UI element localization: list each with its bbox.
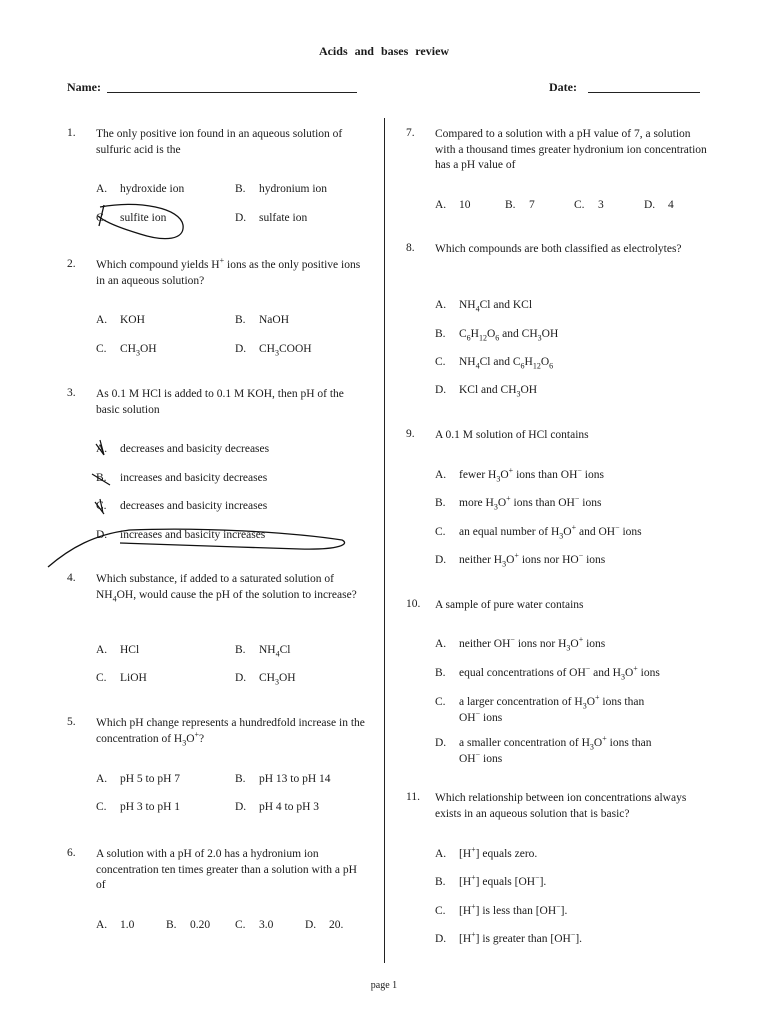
question-number: 3. [67, 387, 76, 399]
question-text: Which relationship between ion concentrations always exists in an aqueous solution that is basic? [435, 792, 687, 820]
option-d[interactable]: D. sulfate ion [235, 212, 308, 224]
question-text: A sample of pure water contains [435, 599, 584, 611]
option-b[interactable]: B. [H+] equals [OH−]. [435, 873, 547, 888]
option-c[interactable]: C. a larger concentration of $H_3O^+$ ions than OH− ions [435, 693, 645, 724]
option-b[interactable]: B. pH 13 to pH 14 [235, 773, 331, 785]
option-c[interactable]: C. $NH_4Cl$ and $C_6H_{12}O_6$ [435, 356, 554, 371]
name-label: Name: [67, 80, 101, 94]
option-b[interactable]: B. equal concentrations of OH− and $H_3O^+$ ions [435, 664, 660, 682]
option-a[interactable]: A. HCl [96, 644, 140, 656]
option-b[interactable]: B. $C_6H_{12}O_6$ and $CH_3OH$ [435, 328, 559, 343]
date-label: Date: [549, 80, 577, 94]
question-number: 7. [406, 127, 415, 139]
option-c[interactable]: C. pH 3 to pH 1 [96, 801, 181, 813]
question-text: Which compound yields H+ ions as the only positive ions in an aqueous solution? [96, 256, 361, 287]
option-d[interactable]: D. increases and basicity increases [96, 529, 266, 541]
option-a[interactable]: A. $NH_4Cl$ and KCl [435, 299, 533, 314]
option-d[interactable]: D. $CH_3OH$ [235, 672, 296, 687]
question-text: A 0.1 M solution of HCl contains [435, 429, 589, 441]
option-c[interactable]: C. an equal number of $H_3O^+$ and OH− ions [435, 523, 642, 541]
page-number: page 1 [370, 980, 398, 991]
column-divider [384, 118, 385, 963]
option-a[interactable]: A. 1.0 [96, 919, 135, 931]
option-a[interactable]: A. hydroxide ion [96, 183, 185, 195]
question-text: Which compounds are both classified as electrolytes? [435, 243, 682, 255]
option-b[interactable]: B. $NH_4Cl$ [235, 644, 291, 659]
question-text: As 0.1 M HCl is added to 0.1 M KOH, then pH of the basic solution [96, 388, 344, 416]
option-c[interactable]: C. decreases and basicity increases [96, 500, 268, 512]
question-number: 8. [406, 242, 415, 254]
option-b[interactable]: B. hydronium ion [235, 183, 328, 195]
option-d[interactable]: D. [H+] is greater than [OH−]. [435, 930, 583, 945]
question-text: A solution with a pH of 2.0 has a hydronium ion concentration ten times greater than a solution with a pH of [96, 848, 357, 891]
option-b[interactable]: B. 7 [505, 199, 535, 211]
option-c[interactable]: C. LiOH [96, 672, 147, 684]
option-d[interactable]: D. a smaller concentration of $H_3O^+$ ions than OH− ions [435, 734, 652, 765]
option-b[interactable]: B. NaOH [235, 314, 290, 326]
option-a[interactable]: A. pH 5 to pH 7 [96, 773, 181, 785]
question-number: 11. [406, 791, 420, 803]
option-d[interactable]: D. neither $H_3O^+$ ions nor HO− ions [435, 551, 606, 569]
option-c[interactable]: C. 3.0 [235, 919, 274, 931]
option-a[interactable]: A. neither OH− ions nor $H_3O^+$ ions [435, 635, 606, 653]
question-number: 9. [406, 428, 415, 440]
option-d[interactable]: D. 4 [644, 199, 674, 211]
date-field[interactable] [588, 92, 700, 93]
page-title: Acids and bases review [318, 44, 450, 58]
option-c[interactable]: C. [H+] is less than [OH−]. [435, 902, 568, 917]
option-a[interactable]: A. fewer $H_3O^+$ ions than OH− ions [435, 466, 604, 484]
option-d[interactable]: D. KCl and $CH_3OH$ [435, 384, 538, 399]
question-number: 4. [67, 572, 76, 584]
option-a[interactable]: A. 10 [435, 199, 471, 211]
question-number: 5. [67, 716, 76, 728]
option-b[interactable]: B. increases and basicity decreases [96, 472, 268, 484]
question-number: 1. [67, 127, 76, 139]
option-c[interactable]: C. 3 [574, 199, 604, 211]
question-number: 6. [67, 847, 76, 859]
question-number: 10. [406, 598, 421, 610]
question-text: Which pH change represents a hundredfold increase in the concentration of $H_3O^+$? [96, 717, 365, 747]
question-text: Which substance, if added to a saturated solution of $NH_4OH$, would cause the pH of the solution to increase? [96, 573, 357, 603]
option-c[interactable]: C. sulfite ion [96, 212, 167, 224]
question-number: 2. [67, 258, 76, 270]
question-text: The only positive ion found in an aqueous solution of sulfuric acid is the [96, 128, 343, 156]
option-a[interactable]: A. decreases and basicity decreases [96, 443, 270, 455]
option-d[interactable]: D. 20. [305, 919, 344, 931]
option-a[interactable]: A. [H+] equals zero. [435, 845, 538, 860]
option-b[interactable]: B. more $H_3O^+$ ions than OH− ions [435, 494, 602, 512]
option-b[interactable]: B. 0.20 [166, 919, 211, 931]
option-a[interactable]: A. KOH [96, 314, 145, 326]
option-c[interactable]: C. $CH_3OH$ [96, 343, 157, 358]
name-field[interactable] [107, 92, 357, 93]
question-text: Compared to a solution with a pH value of 7, a solution with a thousand times greater hydronium ion concentration has a pH value of [435, 128, 707, 171]
option-d[interactable]: D. pH 4 to pH 3 [235, 801, 320, 813]
option-d[interactable]: D. $CH_3COOH$ [235, 343, 312, 358]
